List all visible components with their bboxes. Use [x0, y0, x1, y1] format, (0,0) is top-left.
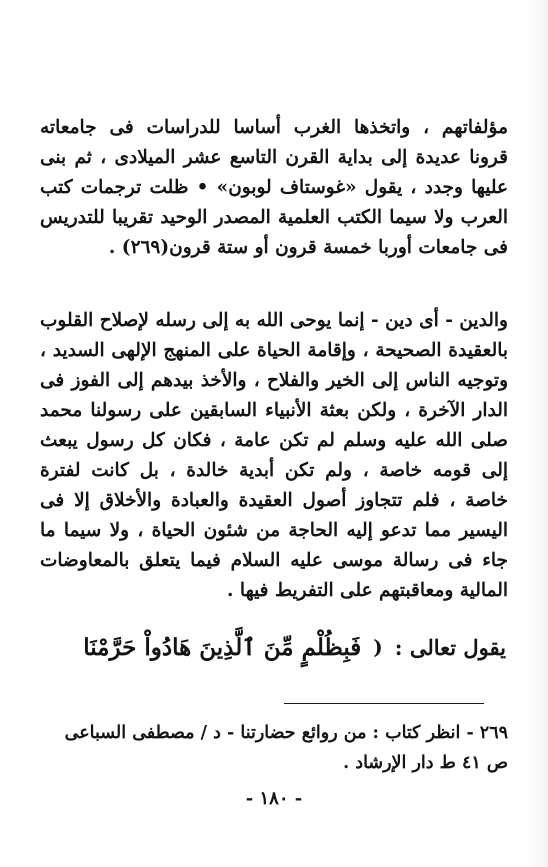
footnote-269: ٢٦٩ - انظر كتاب : من روائع حضارتنا - د / مصطفى السباعى ص ٤١ ط دار الإرشاد .	[64, 723, 508, 773]
quran-verse-line	[60, 625, 506, 669]
page-number: - ١٨٠ -	[245, 788, 303, 809]
verse-text: فَبِظُلْمٍ مِّنَ ٱلَّذِينَ هَادُواْ حَرَّمْنَا	[83, 633, 362, 661]
paragraph-1: مؤلفاتهم ، واتخذها الغرب أساسا للدراسات فى جامعاته قرونا عديدة إلى بداية القرن التاسع عشر الميلادى ، ثم بنى عليها وجدد ، يقول «غوستاف لوبون» • ظلت ترجمات كتب العرب ولا سيما الكتب العلمية المصدر الوحيد تقريبا للتدريس فى جامعات أوربا خمسة قرون أو ستة قرون(٢٦٩) .	[40, 117, 508, 258]
paragraph-2-container	[40, 306, 508, 606]
verse-open-bracket: (	[373, 635, 383, 659]
paragraph-2: والدين - أى دين - إنما يوحى الله به إلى رسله لإصلاح القلوب بالعقيدة الصحيحة ، وإقامة الحياة على المنهج الإلهى السديد ، وتوجيه الناس إلى الخير والفلاح ، والأخذ بيدهم إلى الفوز فى الدار الآخرة ، ولكن بعثة الأنبياء السابقين على رسولنا محمد صلى الله عليه وسلم لم تكن عامة ، فكان كل رسول يبعث إلى قومه خاصة ، ولم تكن أبدية خالدة ، بل كانت لفترة خاصة ، فلم تتجاوز أصول العقيدة والعبادة والأخلاق إلا فى اليسير مما تدعو إليه الحاجة من شئون الحياة ، ولا سيما ما جاء فى رسالة موسى عليه السلام فيما يتعلق بالمعاوضات المالية ومعاقبتهم على التفريط فيها .	[40, 310, 508, 601]
verse-intro: يقول تعالى :	[394, 634, 506, 660]
scan-edge-shadow	[528, 0, 548, 867]
footnote-divider	[284, 703, 484, 704]
paragraph-1-container	[40, 113, 508, 263]
